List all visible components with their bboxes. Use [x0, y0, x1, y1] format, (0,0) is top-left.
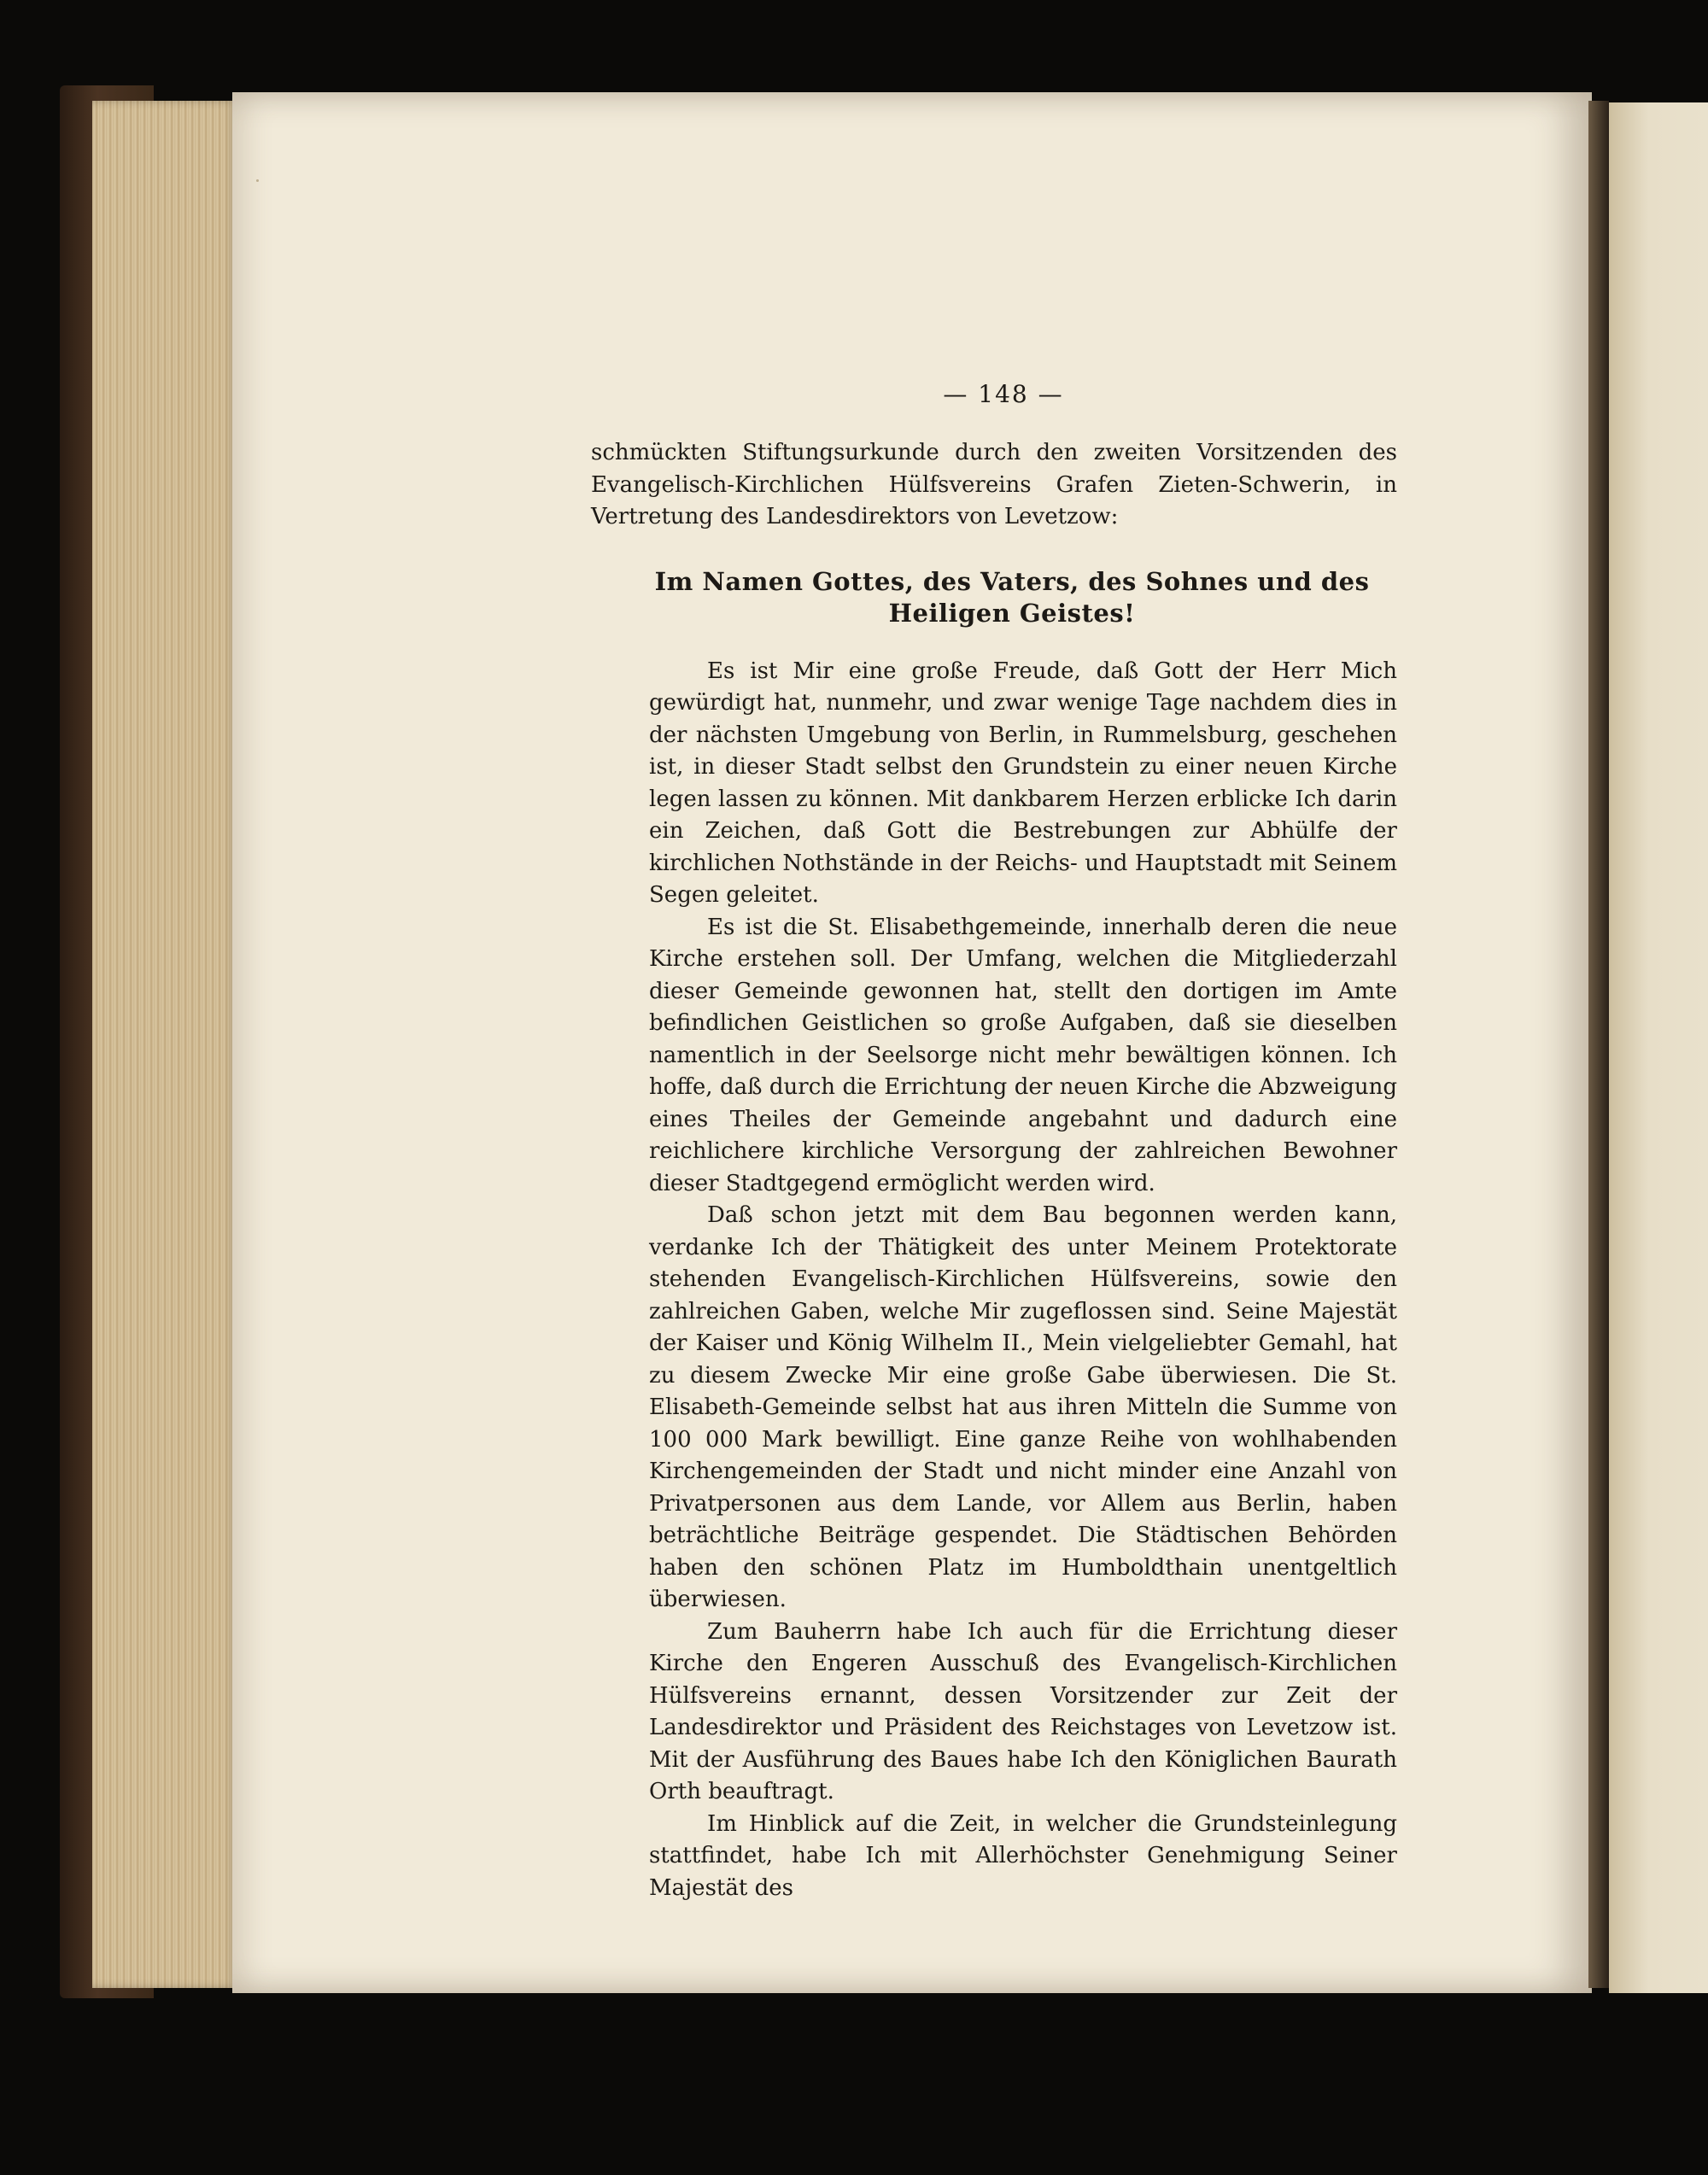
paragraph-5: Im Hinblick auf die Zeit, in welcher die Grundsteinlegung stattfindet, habe Ich mit Allerhöchster Genehmigung Seiner Majestät des: [649, 1810, 1397, 1901]
paragraph-2: Es ist die St. Elisabethgemeinde, innerhalb deren die neue Kirche erstehen soll. Der Umfang, welchen die Mitgliederzahl dieser Gemeinde gewonnen hat, stellt den dortigen im Amte befindlichen Geistlichen so große Aufgaben, daß sie dieselben namentlich in der Seelsorge nicht mehr bewältigen können. Ich hoffe, daß durch die Errichtung der neuen Kirche die Abzweigung eines Theiles der Gemeinde angebahnt und dadurch eine reichlichere kirchliche Versorgung der zahlreichen Bewohner dieser Stadtgegend ermöglicht werden wird.: [649, 914, 1397, 1196]
page-speck: [256, 179, 259, 182]
page-body: [591, 437, 1397, 1904]
book-gutter: [1588, 101, 1609, 1988]
invocation-heading: Im Namen Gottes, des Vaters, des Sohnes und des Heiligen Geistes!: [654, 566, 1370, 628]
letter-text: [649, 656, 1397, 1905]
paragraph-3: Daß schon jetzt mit dem Bau begonnen werden kann, verdanke Ich der Thätigkeit des unter Meinem Protektorate stehenden Evangelisch-Kirchlichen Hülfsvereins, sowie den zahlreichen Gaben, welche Mir zugeflossen sind. Seine Majestät der Kaiser und König Wilhelm II., Mein vielgeliebter Gemahl, hat zu diesem Zwecke Mir eine große Gabe überwiesen. Die St. Elisabeth-Gemeinde selbst hat aus ihren Mitteln die Summe von 100 000 Mark bewilligt. Eine ganze Reihe von wohlhabenden Kirchengemeinden der Stadt und nicht minder eine Anzahl von Privatpersonen aus dem Lande, vor Allem aus Berlin, haben beträchtliche Beiträge gespendet. Die Städtischen Behörden haben den schönen Platz im Humboldthain unentgeltlich überwiesen.: [649, 1202, 1397, 1612]
intro-paragraph: schmückten Stiftungsurkunde durch den zweiten Vorsitzenden des Evangelisch-Kirchlichen Hülfsvereins Grafen Zieten-Schwerin, in Vertretung des Landesdirektors von Levetzow:: [591, 440, 1397, 529]
page-number: — 148 —: [943, 380, 1064, 408]
paragraph-4: Zum Bauherrn habe Ich auch für die Errichtung dieser Kirche den Engeren Ausschuß des Evangelisch-Kirchlichen Hülfsvereins ernannt, dessen Vorsitzender zur Zeit der Landesdirektor und Präsident des Reichstages von Levetzow ist. Mit der Ausführung des Baues habe Ich den Königlichen Baurath Orth beauftragt.: [649, 1618, 1397, 1804]
paragraph-1: Es ist Mir eine große Freude, daß Gott der Herr Mich gewürdigt hat, nunmehr, und zwar wenige Tage nachdem dies in der nächsten Umgebung von Berlin, in Rummelsburg, geschehen ist, in dieser Stadt selbst den Grundstein zu einer neuen Kirche legen lassen zu können. Mit dankbarem Herzen erblicke Ich darin ein Zeichen, daß Gott die Bestrebungen zur Abhülfe der kirchlichen Nothstände in der Reichs- und Hauptstadt mit Seinem Segen geleitet.: [649, 658, 1397, 908]
facing-page: [1609, 102, 1708, 1993]
page-edges: [92, 101, 237, 1988]
